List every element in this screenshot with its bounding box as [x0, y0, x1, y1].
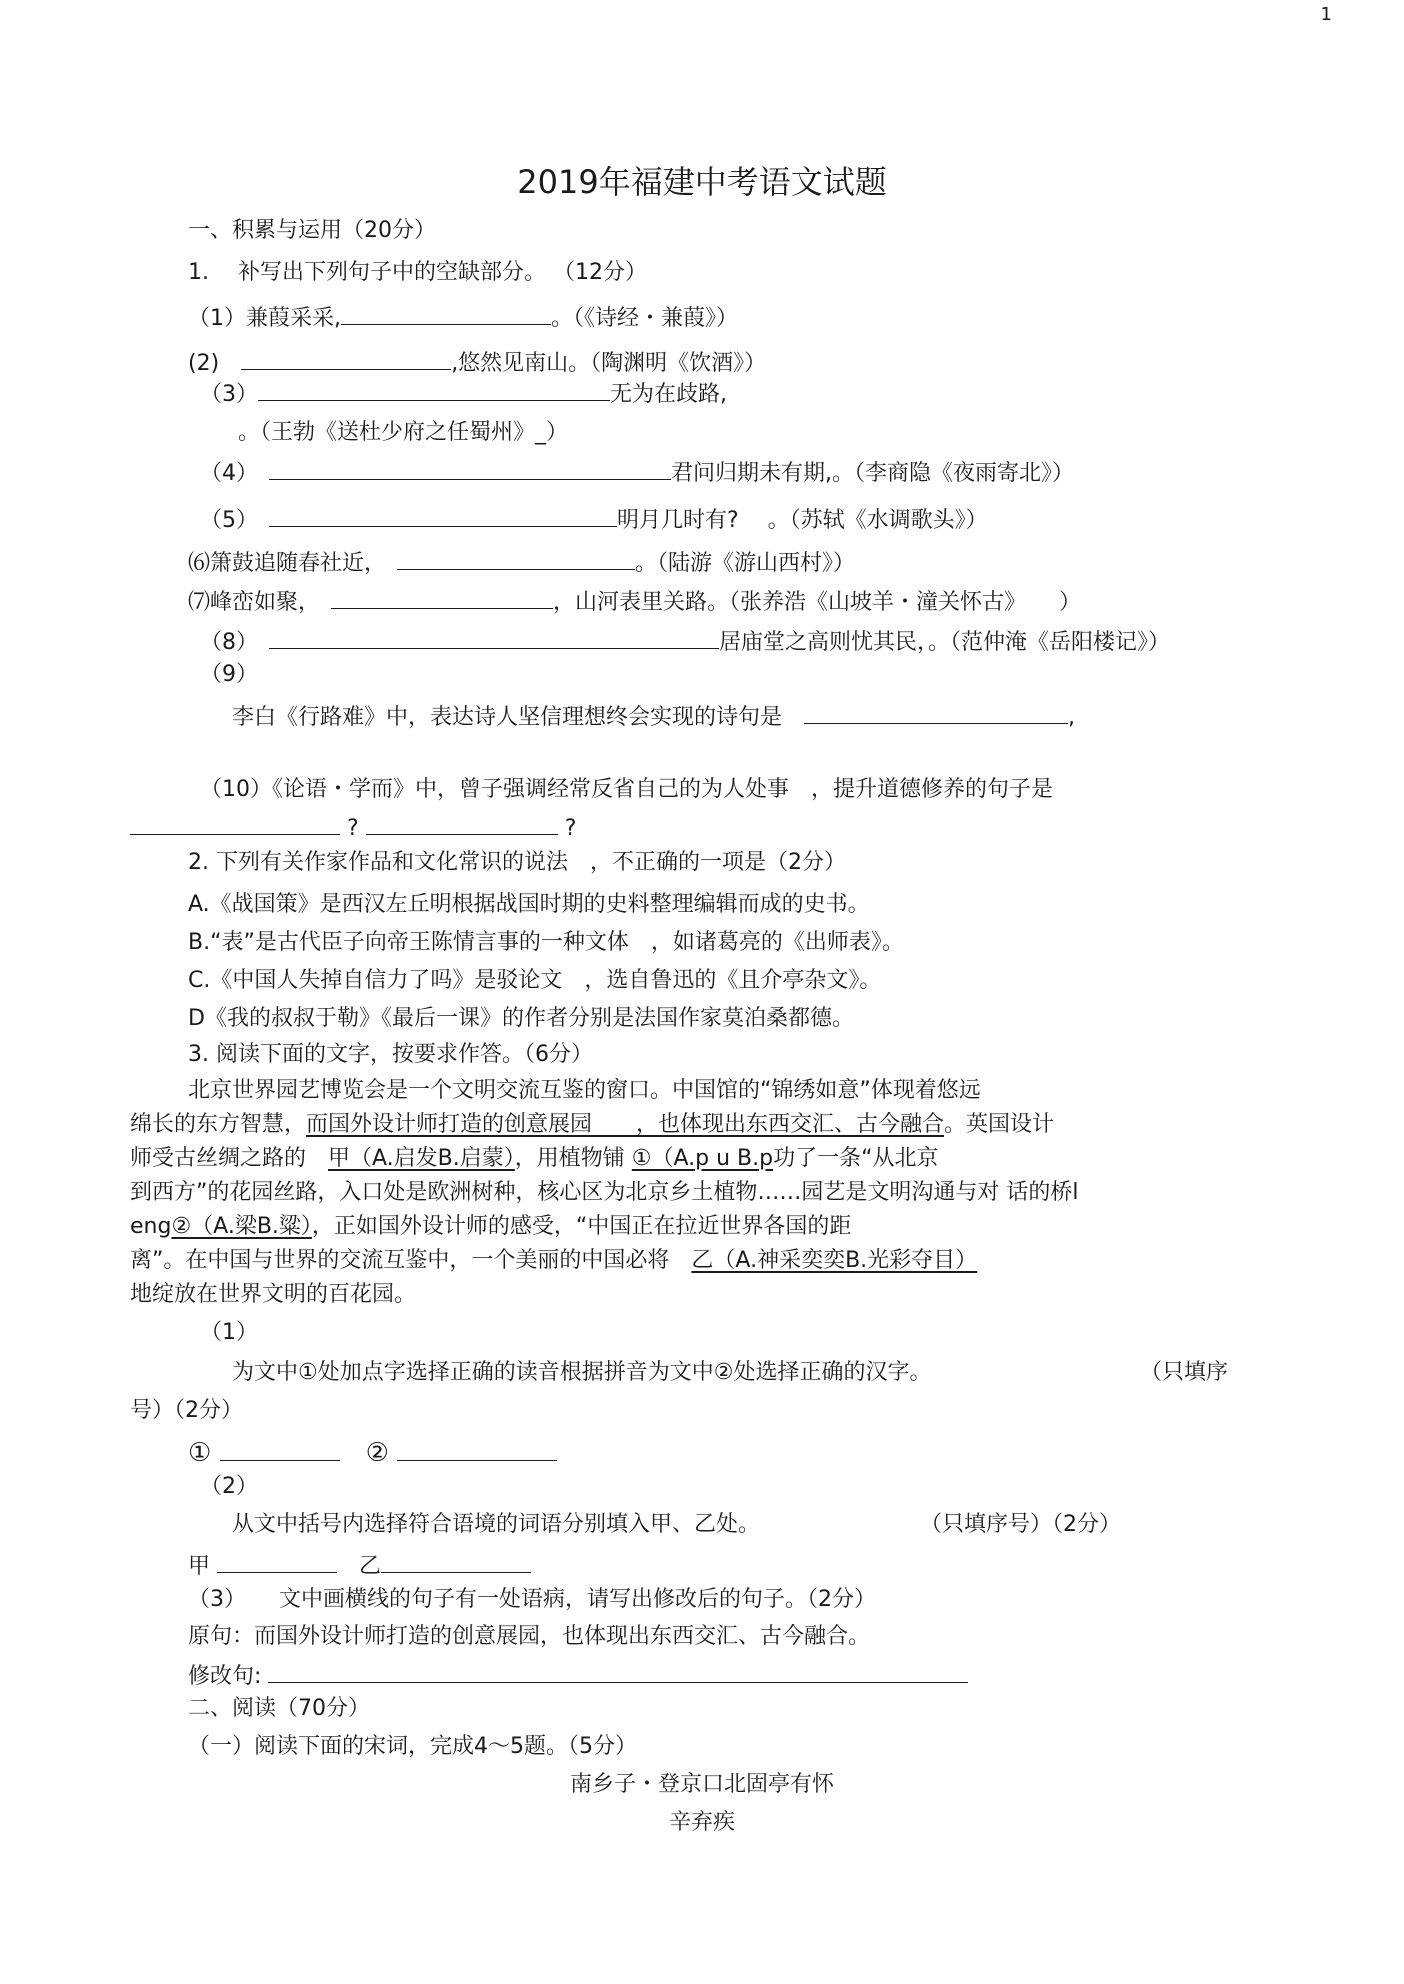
section-heading: 二、阅读（70分）: [188, 1696, 370, 1721]
choice-jia: 甲（A.启发B.启蒙）: [328, 1146, 515, 1171]
option-c: C.《中国人失掉自信力了吗》是驳论文 ，选自鲁迅的《且介亭杂文》。: [188, 968, 882, 993]
blank[interactable]: [397, 1436, 557, 1461]
answer-line: ① ②: [188, 1436, 557, 1468]
passage-line: 师受古丝绸之路的 甲（A.启发B.启蒙），用植物铺 ①（A.p u B.p功了一条“从北京: [130, 1146, 939, 1171]
question-stem: 1. 补写出下列句子中的空缺部分。 （12分）: [188, 260, 647, 285]
fill-line: ⑺峰峦如聚， ，山河表里关路。（张养浩《山坡羊・潼关怀古》 ）: [188, 584, 1081, 618]
answer-line: 修改句:: [188, 1658, 968, 1692]
option-b: B.“表”是古代臣子向帝王陈情言事的一种文体 ，如诸葛亮的《出师表》。: [188, 930, 904, 955]
blank[interactable]: [269, 502, 617, 527]
page-number: 1: [1320, 4, 1332, 25]
blank[interactable]: [220, 1436, 340, 1461]
blank[interactable]: [258, 376, 610, 401]
fill-line: (2) ,悠然见南山。（陶渊明《饮酒》）: [188, 345, 766, 379]
fill-line: （4） 君问归期未有期,。（李商隐《夜雨寄北》）: [200, 455, 1074, 489]
blank[interactable]: [341, 300, 551, 325]
item-number: （9）: [200, 662, 258, 687]
blank[interactable]: [397, 545, 635, 570]
option-a: A.《战国策》是西汉左丘明根据战国时期的史料整理编辑而成的史书。: [188, 892, 870, 917]
fill-line: ⑹箫鼓追随春社近， 。（陆游《游山西村》）: [188, 545, 855, 579]
poem-author: 辛弃疾: [668, 1810, 735, 1835]
sub-question-note: （只填序: [1140, 1360, 1229, 1385]
fill-line-cont: 。（王勃《送杜少府之任蜀州》_）: [238, 420, 569, 445]
sub-question: 为文中①处加点字选择正确的读音根据拼音为文中②处选择正确的汉字。: [232, 1360, 932, 1385]
blank[interactable]: [217, 1548, 337, 1573]
sub-question-note: （只填序号）（2分）: [920, 1512, 1121, 1537]
fill-line: ? ?: [130, 810, 576, 844]
question-line: （10）《论语・学而》中，曾子强调经常反省自己的为人处事 ，提升道德修养的句子是: [200, 777, 1053, 802]
blank[interactable]: [241, 345, 451, 370]
choice-2: ②（A.梁B.粱）: [171, 1214, 312, 1239]
blank[interactable]: [269, 455, 671, 480]
blank[interactable]: [366, 810, 558, 835]
option-d: D《我的叔叔于勒》《最后一课》的作者分别是法国作家莫泊桑都德。: [188, 1006, 854, 1031]
sub-question-note: 号）（2分）: [130, 1398, 243, 1423]
blank[interactable]: [331, 584, 553, 609]
blank[interactable]: [381, 1548, 531, 1573]
sub-question: （3） 文中画横线的句子有一处语病，请写出修改后的句子。（2分）: [188, 1587, 876, 1612]
section-heading: 一、积累与运用（20分）: [188, 218, 436, 243]
choice-yi: 乙（A.神采奕奕B.光彩夺目）: [691, 1248, 978, 1273]
underlined-sentence: 而国外设计师打造的创意展园 ，也体现出东西交汇、古今融合: [306, 1112, 945, 1137]
question-stem: 3. 阅读下面的文字，按要求作答。（6分）: [188, 1042, 593, 1067]
passage-line: 到西方”的花园丝路，入口处是欧洲树种，核心区为北京乡土植物……园艺是文明沟通与对 话的桥l: [130, 1180, 1079, 1205]
answer-line: 甲 乙: [188, 1548, 531, 1582]
original-sentence: 原句：而国外设计师打造的创意展园，也体现出东西交汇、古今融合。: [188, 1624, 871, 1649]
fill-line: （5） 明月几时有? 。（苏轼《水调歌头》）: [200, 502, 988, 536]
item-number: （2）: [200, 1474, 258, 1499]
passage-line: 绵长的东方智慧，而国外设计师打造的创意展园 ，也体现出东西交汇、古今融合。英国设计: [130, 1112, 1055, 1137]
blank[interactable]: [804, 699, 1068, 724]
passage-line: 离”。在中国与世界的交流互鉴中，一个美丽的中国必将 乙（A.神采奕奕B.光彩夺目）: [130, 1248, 978, 1273]
blank[interactable]: [269, 624, 719, 649]
fill-line: 李白《行路难》中，表达诗人坚信理想终会实现的诗句是 ,: [232, 699, 1075, 733]
fill-line: （1）兼葭采采, 。（《诗经・兼葭》）: [188, 300, 738, 334]
blank[interactable]: [268, 1658, 968, 1683]
page-title: 2019年福建中考语文试题: [517, 163, 887, 201]
passage-line: eng②（A.梁B.粱），正如国外设计师的感受，“中国正在拉近世界各国的距: [130, 1214, 852, 1239]
passage-line: 北京世界园艺博览会是一个文明交流互鉴的窗口。中国馆的“锦绣如意”体现着悠远: [188, 1078, 981, 1103]
item-number: （1）: [200, 1320, 258, 1345]
question-stem: 2. 下列有关作家作品和文化常识的说法 ，不正确的一项是（2分）: [188, 850, 846, 875]
sub-question: 从文中括号内选择符合语境的词语分别填入甲、乙处。: [232, 1512, 761, 1537]
sub-section-heading: （一）阅读下面的宋词，完成4～5题。（5分）: [188, 1734, 637, 1759]
fill-line: （3） 无为在歧路,: [200, 376, 727, 410]
poem-title: 南乡子・登京口北固亭有怀: [569, 1772, 834, 1797]
passage-line: 地绽放在世界文明的百花园。: [130, 1282, 417, 1307]
blank[interactable]: [130, 810, 340, 835]
choice-1: ①（A.p u B.p: [631, 1146, 774, 1171]
fill-line: （8） 居庙堂之高则忧其民，。（范仲淹《岳阳楼记》）: [200, 624, 1170, 658]
